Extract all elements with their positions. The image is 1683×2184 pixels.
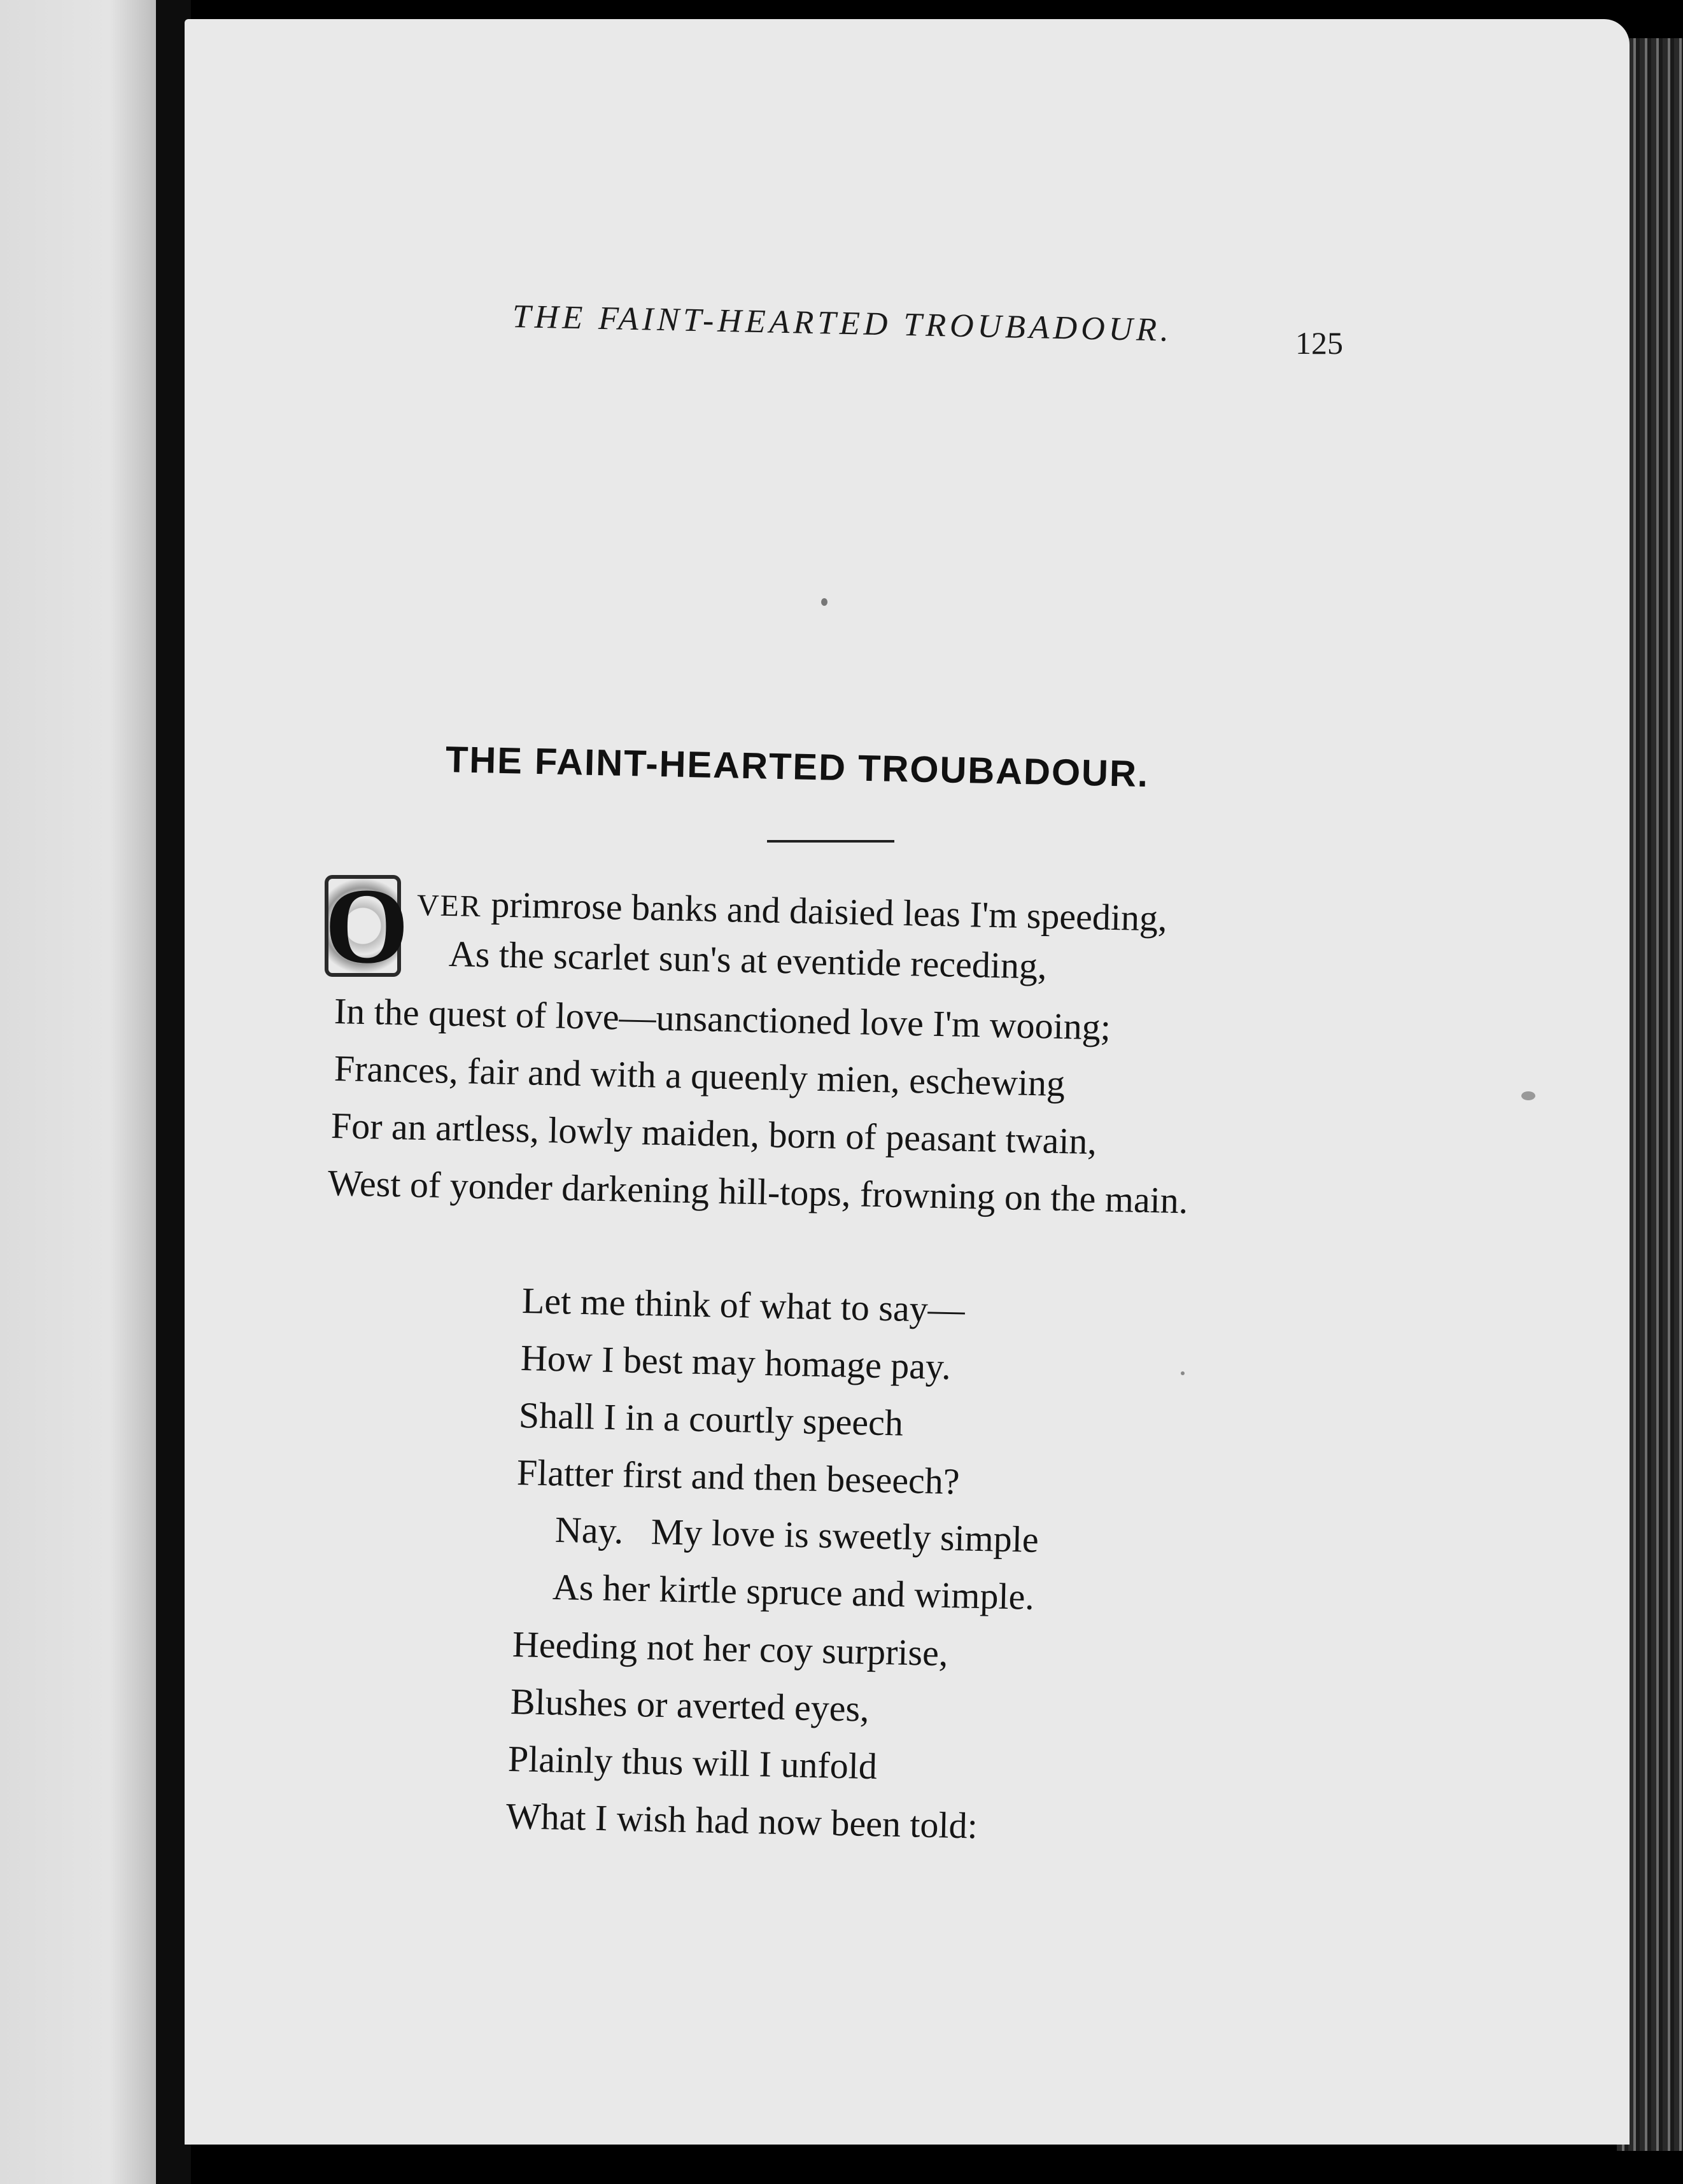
title-rule bbox=[767, 840, 894, 843]
verse-line-14: Blushes or averted eyes, bbox=[510, 1681, 870, 1730]
left-page-edge bbox=[0, 0, 156, 2184]
verse-line-10: Flatter first and then beseech? bbox=[516, 1452, 961, 1502]
running-head: THE FAINT-HEARTED TROUBADOUR. bbox=[512, 298, 1173, 349]
first-line-text: primrose banks and daisied leas I'm speeding, bbox=[481, 883, 1168, 939]
verse-line-2: As the scarlet sun's at eventide receding, bbox=[448, 933, 1048, 987]
verse-line-12: As her kirtle spruce and wimple. bbox=[552, 1566, 1035, 1618]
verse-line-7: Let me think of what to say— bbox=[521, 1280, 966, 1331]
paper-speck bbox=[1521, 1091, 1535, 1100]
verse-line-16: What I wish had now been told: bbox=[505, 1795, 978, 1847]
verse-line-11: Nay. My love is sweetly simple bbox=[554, 1509, 1039, 1560]
drop-cap-initial: O bbox=[325, 866, 409, 986]
verse-line-5: For an artless, lowly maiden, born of peasant twain, bbox=[330, 1105, 1097, 1163]
verse-line-3: In the quest of love—unsanctioned love I'm wooing; bbox=[334, 990, 1111, 1048]
verse-line-4: Frances, fair and with a queenly mien, eschewing bbox=[334, 1047, 1066, 1105]
verse-line-8: How I best may homage pay. bbox=[520, 1337, 952, 1388]
verse-line-15: Plainly thus will I unfold bbox=[507, 1738, 878, 1788]
paper-speck bbox=[1181, 1371, 1185, 1375]
paper-speck bbox=[821, 598, 827, 606]
page-number: 125 bbox=[1295, 325, 1343, 361]
first-word-small-caps: VER bbox=[416, 888, 482, 924]
verse-line-9: Shall I in a courtly speech bbox=[518, 1394, 904, 1444]
poem-title: THE FAINT-HEARTED TROUBADOUR. bbox=[445, 739, 1150, 795]
verse-line-6: West of yonder darkening hill-tops, frowning on the main. bbox=[327, 1162, 1189, 1222]
verse-line-13: Heeding not her coy surprise, bbox=[512, 1623, 949, 1674]
